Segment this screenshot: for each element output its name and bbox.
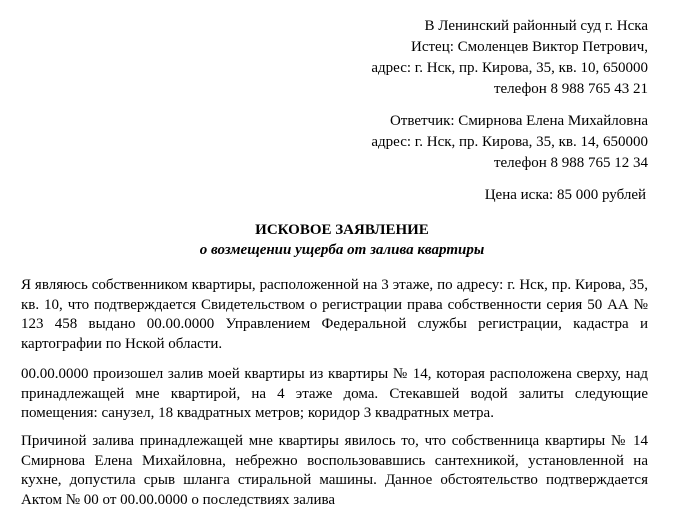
claim-price: Цена иска: 85 000 рублей [484, 187, 646, 203]
defendant-phone-line: телефон 8 988 765 12 34 [493, 155, 648, 171]
body-paragraph-2: 00.00.0000 произошел залив моей квартиры из квартиры № 14, которая расположена сверху, над принадлежащей мне квартирой, на 4 этаже дома. Стекавшей водой залиты следующие помещения: санузел, 18 квадратных метров; коридор 3 квадратных метра. [21, 366, 648, 422]
document-subtitle: о возмещении ущерба от залива квартиры [199, 242, 485, 258]
defendant-block [371, 111, 648, 174]
defendant-address-line: адрес: г. Нск, пр. Кирова, 35, кв. 14, 650000 [371, 134, 648, 150]
document-title: ИСКОВОЕ ЗАЯВЛЕНИЕ [255, 222, 429, 238]
plaintiff-phone-line: телефон 8 988 765 43 21 [493, 81, 648, 97]
defendant-name-line: Ответчик: Смирнова Елена Михайловна [389, 113, 648, 129]
body-paragraph-3: Причиной залива принадлежащей мне квартиры явилось то, что собственница квартиры № 14 Смирнова Елена Михайловна, небрежно воспользовавшись сантехникой, установленной на кухне, допустила срыв шланга стиральной машины. Данное обстоятельство подтверждается Актом № 00 от 00.00.0000 о последствиях залива [21, 433, 648, 508]
addressee-block [371, 16, 648, 100]
plaintiff-address-line: адрес: г. Нск, пр. Кирова, 35, кв. 10, 650000 [371, 60, 648, 76]
plaintiff-name-line: Истец: Смоленцев Виктор Петрович, [411, 39, 648, 55]
body-paragraph-1: Я являюсь собственником квартиры, расположенной на 3 этаже, по адресу: г. Нск, пр. Кирова, 35, кв. 10, что подтверждается Свидетельством о регистрации права собственности серия 50 АА № 123 458 выдано 00.00.0000 Управлением Федеральной службы регистрации, кадастра и картографии по Нской области. [21, 277, 648, 352]
court-line: В Ленинский районный суд г. Нска [424, 18, 648, 34]
